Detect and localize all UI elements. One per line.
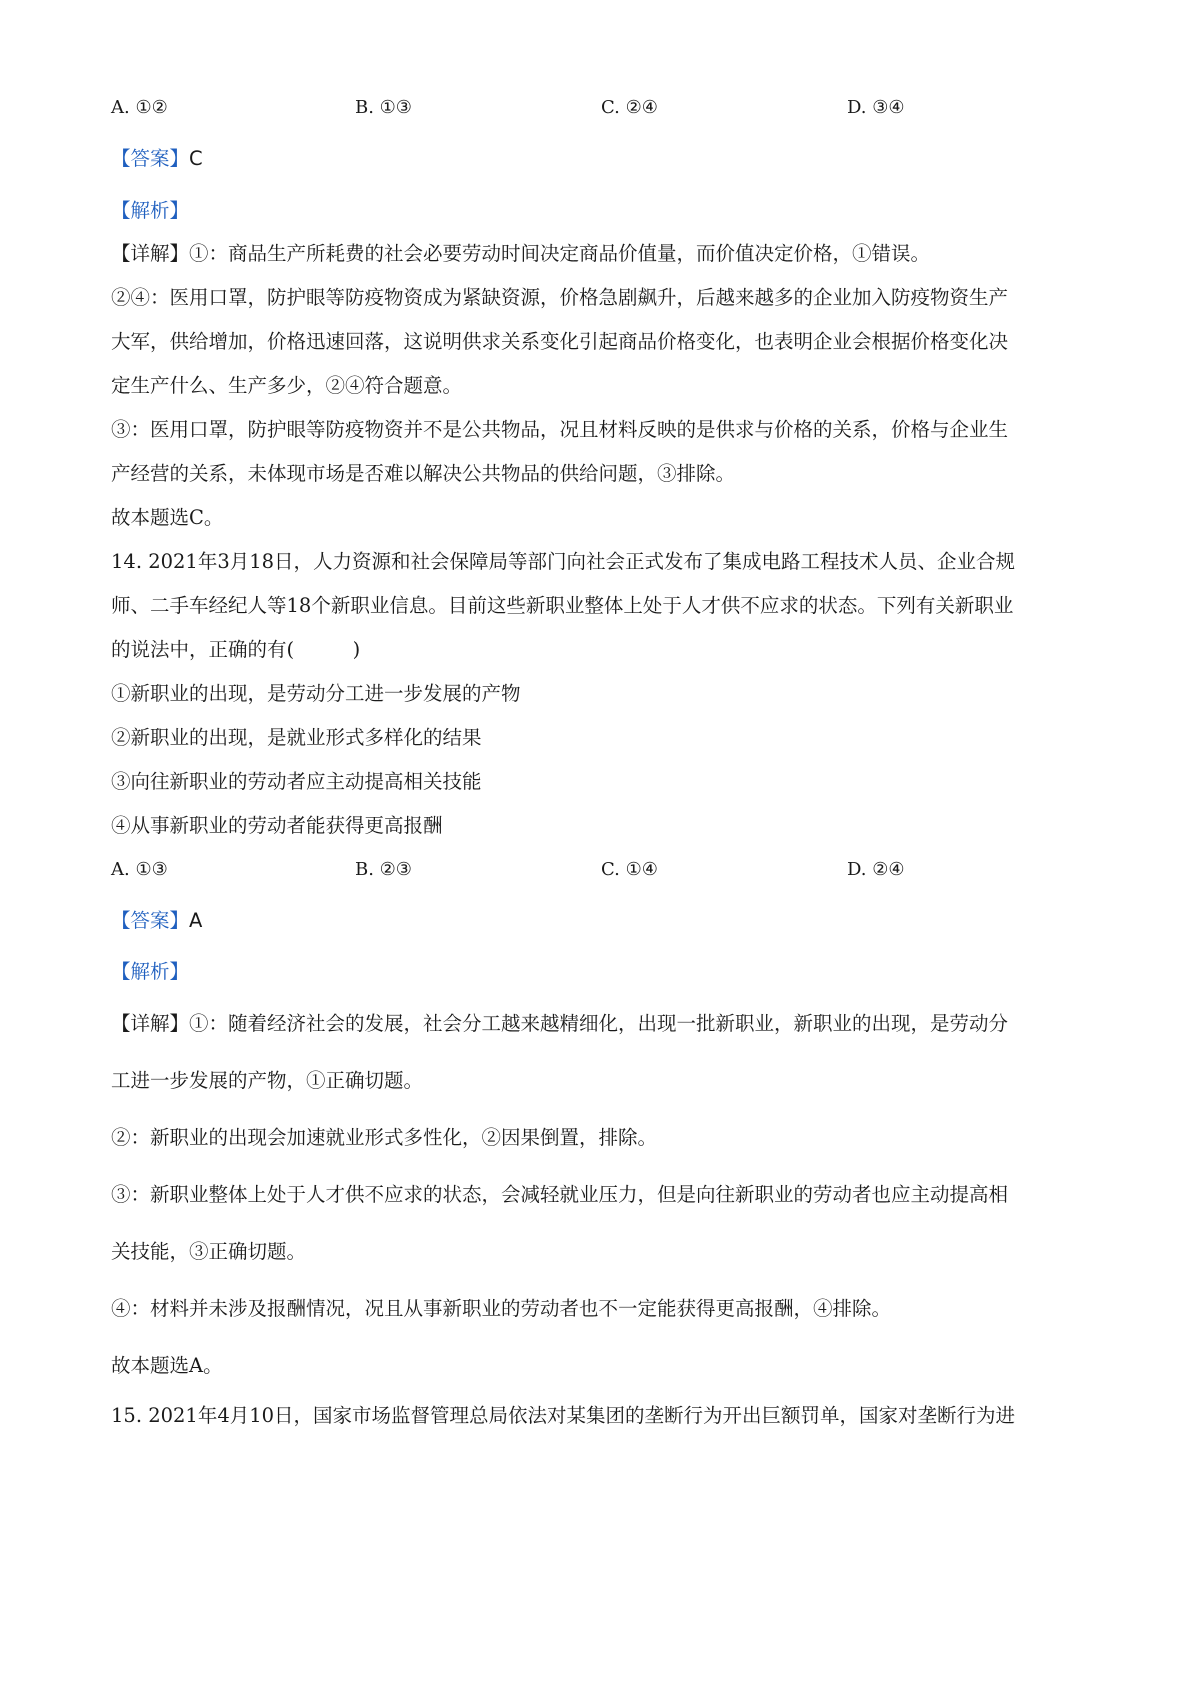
answer-tag: 【答案】 <box>111 909 190 932</box>
q14-statement-4: ④从事新职业的劳动者能获得更高报酬 <box>111 814 443 837</box>
q14-statement-1: ①新职业的出现，是劳动分工进一步发展的产物 <box>111 682 521 705</box>
detail-tag: 【详解】 <box>111 242 190 265</box>
q13-options <box>111 94 1011 122</box>
q14-detail-line-1 <box>111 1010 1008 1038</box>
q14-option-c: C. ①④ <box>601 859 658 880</box>
q13-option-d: D. ③④ <box>847 97 905 118</box>
q13-answer <box>111 145 203 173</box>
q14-option-d: D. ②④ <box>847 859 905 880</box>
detail-tag: 【详解】 <box>111 1012 190 1035</box>
q13-detail-line-6: 产经营的关系，未体现市场是否难以解决公共物品的供给问题，③排除。 <box>111 462 736 485</box>
detail-text: ①：商品生产所耗费的社会必要劳动时间决定商品价值量，而价值决定价格，①错误。 <box>189 242 931 265</box>
q13-option-b: B. ①③ <box>355 97 412 118</box>
answer-value: A <box>189 909 203 932</box>
q13-detail-line-2: ②④：医用口罩，防护眼等防疫物资成为紧缺资源，价格急剧飙升，后越来越多的企业加入防疫物资生产 <box>111 286 1009 309</box>
q14-detail-line-2: 工进一步发展的产物，①正确切题。 <box>111 1069 424 1092</box>
detail-text: ①：随着经济社会的发展，社会分工越来越精细化，出现一批新职业，新职业的出现，是劳动分 <box>189 1012 1009 1035</box>
q13-detail-line-5: ③：医用口罩，防护眼等防疫物资并不是公共物品，况且材料反映的是供求与价格的关系，价格与企业生 <box>111 418 1009 441</box>
answer-value: C <box>189 147 203 170</box>
q13-analysis-tag: 【解析】 <box>111 199 190 222</box>
q13-conclusion: 故本题选C。 <box>111 506 224 529</box>
q14-detail-line-6: ④：材料并未涉及报酬情况，况且从事新职业的劳动者也不一定能获得更高报酬，④排除。 <box>111 1297 892 1320</box>
q14-statement-3: ③向往新职业的劳动者应主动提高相关技能 <box>111 770 482 793</box>
q14-stem-line-3: 的说法中，正确的有( ) <box>111 638 361 661</box>
q14-option-b: B. ②③ <box>355 859 412 880</box>
q14-detail-line-3: ②：新职业的出现会加速就业形式多性化，②因果倒置，排除。 <box>111 1126 658 1149</box>
q13-detail-line-4: 定生产什么、生产多少，②④符合题意。 <box>111 374 463 397</box>
q14-analysis-tag: 【解析】 <box>111 960 190 983</box>
q14-stem-line-2: 师、二手车经纪人等18个新职业信息。目前这些新职业整体上处于人才供不应求的状态。下列有关新职业 <box>111 594 1014 617</box>
answer-tag: 【答案】 <box>111 147 190 170</box>
q13-detail-line-1 <box>111 240 930 268</box>
q14-option-a: A. ①③ <box>111 859 168 880</box>
q13-option-a: A. ①② <box>111 97 168 118</box>
q14-statement-2: ②新职业的出现，是就业形式多样化的结果 <box>111 726 482 749</box>
q14-conclusion: 故本题选A。 <box>111 1354 223 1377</box>
q13-option-c: C. ②④ <box>601 97 658 118</box>
q15-stem-line-1: 15. 2021年4月10日，国家市场监督管理总局依法对某集团的垄断行为开出巨额罚单，国家对垄断行为进 <box>111 1404 1016 1427</box>
q14-answer <box>111 907 202 935</box>
q14-stem-line-1: 14. 2021年3月18日，人力资源和社会保障局等部门向社会正式发布了集成电路工程技术人员、企业合规 <box>111 550 1016 573</box>
q13-detail-line-3: 大军，供给增加，价格迅速回落，这说明供求关系变化引起商品价格变化，也表明企业会根据价格变化决 <box>111 330 1009 353</box>
q14-detail-line-4: ③：新职业整体上处于人才供不应求的状态，会减轻就业压力，但是向往新职业的劳动者也应主动提高相 <box>111 1183 1009 1206</box>
q14-detail-line-5: 关技能，③正确切题。 <box>111 1240 307 1263</box>
q14-options <box>111 856 1011 884</box>
